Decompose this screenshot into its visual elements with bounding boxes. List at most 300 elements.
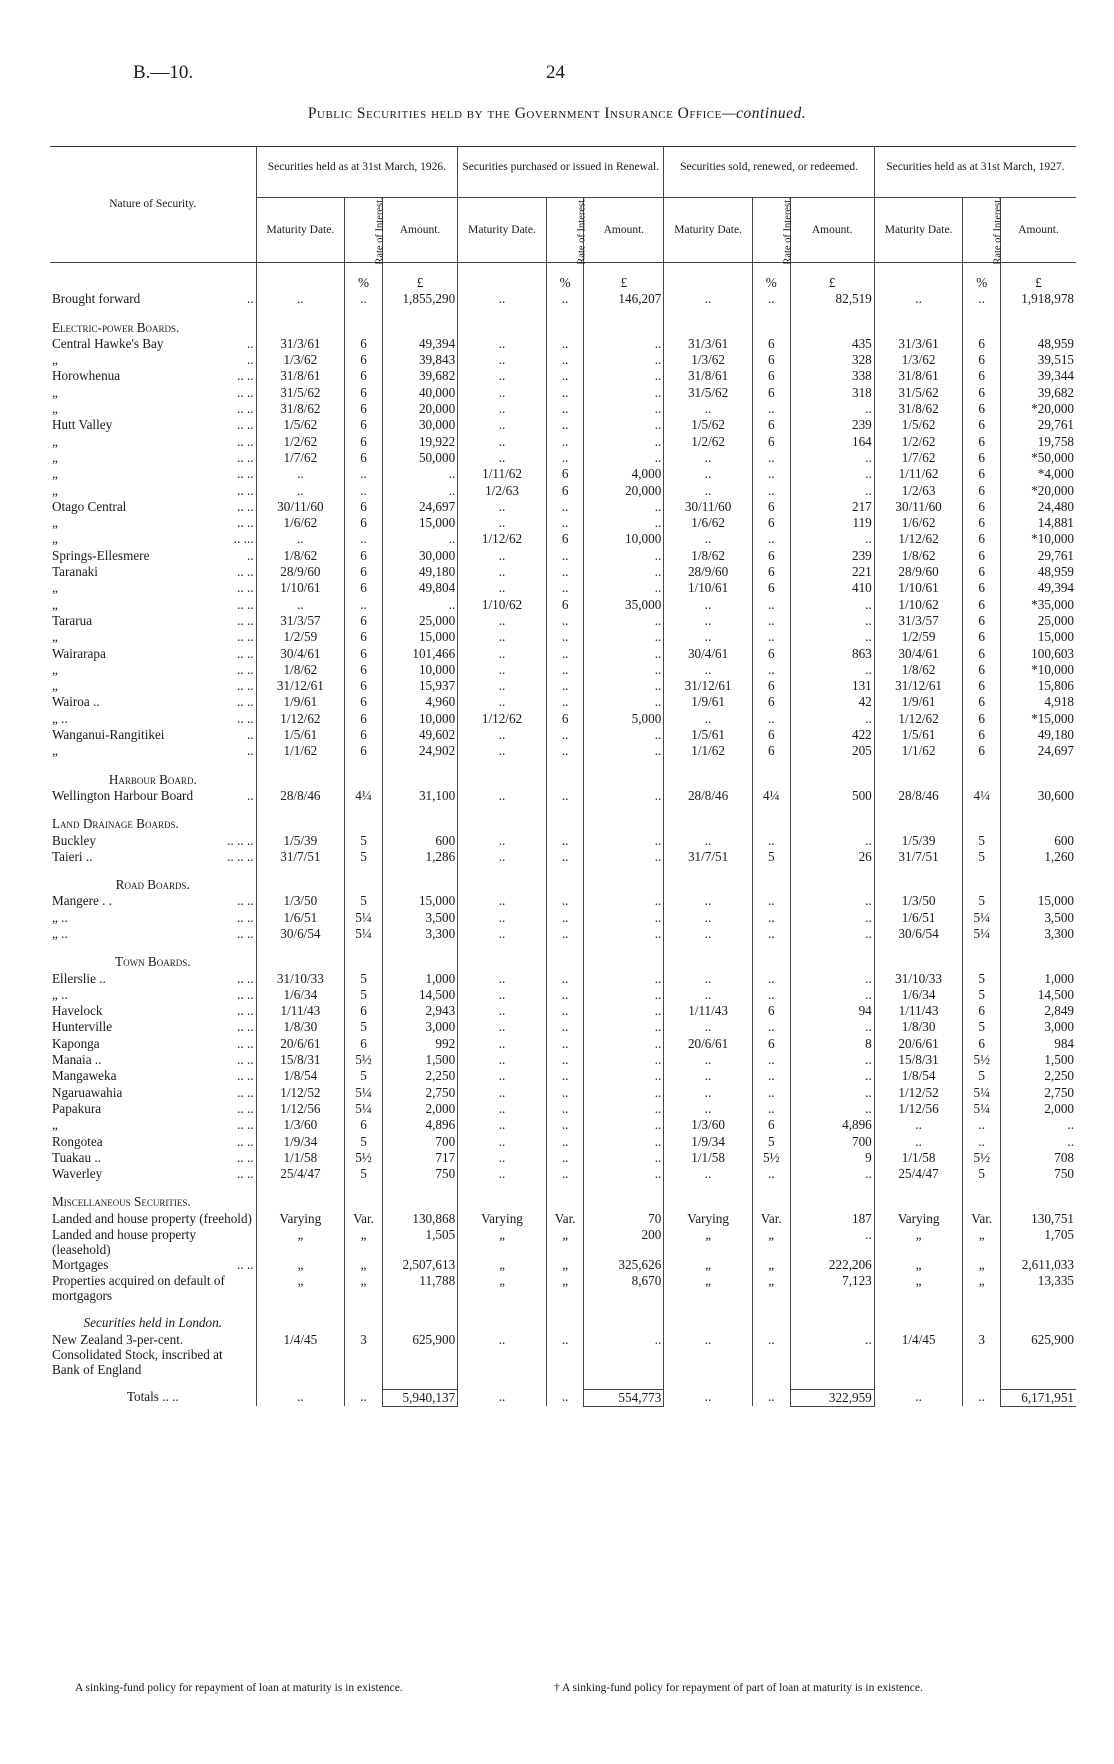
rate-cell: 5¼ — [345, 910, 383, 926]
rate-cell: .. — [546, 613, 584, 629]
leader-dots: .. .. — [237, 1003, 254, 1019]
amount-cell: 49,394 — [382, 336, 457, 352]
rate-cell: 3 — [345, 1332, 383, 1377]
amount-cell: .. — [584, 694, 664, 710]
section-heading: Harbour Board. — [108, 771, 197, 787]
security-label: Rongotea — [52, 1133, 103, 1149]
amount-cell: .. — [584, 1332, 664, 1377]
rate-cell: 6 — [963, 629, 1001, 645]
rate-cell: 5 — [963, 987, 1001, 1003]
amount-cell: 1,500 — [1001, 1052, 1076, 1068]
section-heading: Town Boards. — [115, 954, 191, 970]
leader-dots: .. — [246, 547, 254, 563]
maturity-cell: 30/6/54 — [256, 926, 345, 942]
empty-cell — [256, 772, 345, 788]
rate-cell: .. — [546, 629, 584, 645]
spacer-cell — [584, 865, 664, 877]
maturity-cell: 30/4/61 — [256, 646, 345, 662]
amount-cell: .. — [790, 910, 874, 926]
empty-cell — [458, 772, 547, 788]
empty-cell — [790, 320, 874, 336]
rate-cell: 6 — [963, 450, 1001, 466]
security-label: „ .. — [52, 909, 68, 925]
maturity-cell: 31/12/61 — [874, 678, 963, 694]
maturity-cell: 1/1/62 — [874, 743, 963, 759]
amount-cell: .. — [790, 483, 874, 499]
rate-cell: 5 — [345, 1068, 383, 1084]
maturity-cell: .. — [874, 1389, 963, 1406]
spacer-cell — [874, 308, 963, 320]
maturity-cell: 1/5/62 — [256, 417, 345, 433]
leader-dots: .. .. — [237, 515, 254, 531]
maturity-cell: .. — [458, 1166, 547, 1182]
table-row — [50, 368, 1076, 384]
maturity-cell: 30/6/54 — [874, 926, 963, 942]
maturity-cell: 1/8/30 — [874, 1019, 963, 1035]
amount-cell: .. — [584, 613, 664, 629]
rate-cell: .. — [546, 1117, 584, 1133]
table-row — [50, 1182, 1076, 1194]
spacer-cell — [664, 760, 753, 772]
rate-cell: 5 — [963, 971, 1001, 987]
amount-cell: 24,902 — [382, 743, 457, 759]
spacer-cell — [664, 308, 753, 320]
spacer-cell — [584, 1182, 664, 1194]
maturity-cell: 1/1/62 — [664, 743, 753, 759]
security-name — [50, 1117, 256, 1133]
amount-cell: 2,943 — [382, 1003, 457, 1019]
table-row — [50, 1019, 1076, 1035]
maturity-cell: .. — [458, 1101, 547, 1117]
maturity-cell: .. — [664, 450, 753, 466]
empty-cell — [345, 954, 383, 970]
amount-cell: 15,937 — [382, 678, 457, 694]
empty-cell — [584, 954, 664, 970]
maturity-cell: .. — [664, 1166, 753, 1182]
empty-cell — [382, 1315, 457, 1331]
rate-cell: .. — [546, 678, 584, 694]
rate-cell: 5 — [963, 849, 1001, 865]
spacer-cell — [546, 804, 584, 816]
maturity-cell: „ — [458, 1257, 547, 1273]
maturity-cell: 1/12/52 — [874, 1085, 963, 1101]
rate-cell: 6 — [345, 1003, 383, 1019]
maturity-cell: .. — [664, 613, 753, 629]
leader-dots: .. .. — [237, 986, 254, 1002]
amount-cell: 49,180 — [1001, 727, 1076, 743]
maturity-cell: 30/11/60 — [256, 499, 345, 515]
maturity-cell: „ — [874, 1273, 963, 1303]
maturity-cell: Varying — [664, 1211, 753, 1227]
spacer-cell — [1001, 1182, 1076, 1194]
security-label: Landed and house property (leasehold) — [52, 1227, 196, 1258]
amount-cell: 750 — [382, 1166, 457, 1182]
amount-cell: .. — [1001, 1117, 1076, 1133]
rate-cell: Var. — [345, 1211, 383, 1227]
maturity-cell: .. — [664, 971, 753, 987]
amount-cell: .. — [790, 597, 874, 613]
rate-cell: 6 — [963, 499, 1001, 515]
rate-cell: 6 — [963, 466, 1001, 482]
table-row — [50, 678, 1076, 694]
maturity-cell: „ — [458, 1273, 547, 1303]
rate-cell: „ — [752, 1257, 790, 1273]
leader-dots: .. — [246, 727, 254, 743]
security-label: „ — [52, 1117, 58, 1133]
security-label: Hunterville — [52, 1019, 113, 1035]
amount-cell: .. — [584, 971, 664, 987]
maturity-cell: „ — [458, 1227, 547, 1257]
securities-table — [50, 146, 1076, 1407]
amount-cell: 19,922 — [382, 434, 457, 450]
table-row — [50, 987, 1076, 1003]
amount-cell: 10,000 — [382, 711, 457, 727]
amount-cell: .. — [790, 926, 874, 942]
amount-cell: 49,602 — [382, 727, 457, 743]
rate-cell: 6 — [963, 1036, 1001, 1052]
rate-cell: 6 — [963, 613, 1001, 629]
maturity-cell: 31/10/33 — [874, 971, 963, 987]
spacer-cell — [790, 865, 874, 877]
leader-dots: .. .. — [237, 909, 254, 925]
amount-cell: 31,100 — [382, 788, 457, 804]
rate-cell: .. — [963, 1134, 1001, 1150]
leader-dots: .. .. — [237, 1068, 254, 1084]
rate-cell: .. — [546, 987, 584, 1003]
amount-cell: 600 — [382, 833, 457, 849]
amount-cell: 19,758 — [1001, 434, 1076, 450]
spacer-cell — [345, 760, 383, 772]
amount-cell: .. — [790, 971, 874, 987]
security-name — [50, 1101, 256, 1117]
spacer-cell — [50, 804, 256, 816]
spacer-cell — [963, 804, 1001, 816]
amount-cell: 164 — [790, 434, 874, 450]
rate-cell: 6 — [963, 743, 1001, 759]
security-label: Wanganui-Rangitikei — [52, 727, 165, 743]
security-label: Properties acquired on default of mortgagors — [52, 1273, 225, 1304]
amount-cell: 15,806 — [1001, 678, 1076, 694]
rate-cell: Var. — [752, 1211, 790, 1227]
amount-cell: .. — [584, 515, 664, 531]
security-name — [50, 499, 256, 515]
rate-cell: .. — [752, 971, 790, 987]
rate-cell: „ — [963, 1273, 1001, 1303]
maturity-cell: 31/3/57 — [256, 613, 345, 629]
amount-cell: 49,804 — [382, 580, 457, 596]
rate-cell: „ — [546, 1273, 584, 1303]
rate-cell: .. — [345, 466, 383, 482]
spacer-cell — [256, 1182, 345, 1194]
empty-cell — [963, 877, 1001, 893]
amount-cell: 48,959 — [1001, 564, 1076, 580]
amount-cell: 4,960 — [382, 694, 457, 710]
maturity-cell: .. — [458, 434, 547, 450]
rate-cell: „ — [963, 1257, 1001, 1273]
pound-unit: £ — [382, 275, 457, 291]
pct-unit: % — [345, 275, 383, 291]
table-row — [50, 466, 1076, 482]
security-label: Mangere . . — [52, 893, 113, 909]
spacer-cell — [1001, 760, 1076, 772]
amount-cell: 24,697 — [382, 499, 457, 515]
empty-cell — [256, 954, 345, 970]
security-label: „ — [52, 743, 58, 759]
maturity-cell: 1/10/61 — [664, 580, 753, 596]
empty-cell — [752, 320, 790, 336]
amount-cell: .. — [584, 1052, 664, 1068]
amount-cell: 1,000 — [1001, 971, 1076, 987]
empty-cell — [546, 772, 584, 788]
pct-unit: % — [752, 275, 790, 291]
amount-cell: .. — [584, 385, 664, 401]
maturity-cell: 1/8/30 — [256, 1019, 345, 1035]
empty-cell — [874, 1315, 963, 1331]
empty-cell — [345, 772, 383, 788]
spacer-cell — [584, 942, 664, 954]
spacer-cell — [752, 865, 790, 877]
amount-cell: .. — [790, 1019, 874, 1035]
maturity-cell: .. — [458, 336, 547, 352]
maturity-cell: .. — [458, 580, 547, 596]
rate-cell: 5 — [345, 833, 383, 849]
amount-cell: 1,918,978 — [1001, 291, 1076, 307]
rate-cell: 6 — [752, 352, 790, 368]
leader-dots: .. .. — [237, 710, 254, 726]
rate-cell: .. — [752, 910, 790, 926]
amount-cell: .. — [584, 352, 664, 368]
amount-cell: 410 — [790, 580, 874, 596]
section-heading: Securities held in London. — [83, 1315, 223, 1331]
spacer-cell — [382, 942, 457, 954]
amount-cell: 1,500 — [382, 1052, 457, 1068]
amount-cell: 15,000 — [1001, 893, 1076, 909]
page-title — [0, 105, 1114, 123]
table-row — [50, 275, 1076, 291]
maturity-cell: .. — [664, 1019, 753, 1035]
rate-cell: 6 — [546, 711, 584, 727]
title-main: Public Securities held by the Government Insurance Office — [307, 105, 722, 122]
rate-cell: 5½ — [963, 1150, 1001, 1166]
spacer-cell — [963, 865, 1001, 877]
security-name — [50, 336, 256, 352]
spacer-cell — [752, 1377, 790, 1390]
maturity-cell: .. — [458, 910, 547, 926]
maturity-cell: 1/1/62 — [256, 743, 345, 759]
security-name — [50, 580, 256, 596]
security-label: Mortgages — [52, 1257, 109, 1273]
footnote-star: A sinking-fund policy for repayment of loan at maturity is in existence. — [75, 1682, 403, 1694]
amount-cell: 863 — [790, 646, 874, 662]
amount-cell: 39,344 — [1001, 368, 1076, 384]
rate-cell: 5 — [752, 849, 790, 865]
maturity-cell: .. — [874, 1117, 963, 1133]
spacer-cell — [458, 760, 547, 772]
maturity-cell: 1/11/43 — [664, 1003, 753, 1019]
table-row — [50, 1194, 1076, 1210]
rate-cell: 6 — [752, 678, 790, 694]
amount-cell: 205 — [790, 743, 874, 759]
amount-cell: 24,480 — [1001, 499, 1076, 515]
amount-cell: 15,000 — [382, 893, 457, 909]
spacer-cell — [256, 308, 345, 320]
spacer-cell — [584, 804, 664, 816]
maturity-cell: „ — [664, 1257, 753, 1273]
rate-cell: .. — [963, 1389, 1001, 1406]
maturity-cell: .. — [664, 401, 753, 417]
units-cell — [664, 275, 753, 291]
amount-cell: 30,000 — [382, 548, 457, 564]
amount-cell: 187 — [790, 1211, 874, 1227]
units-cell — [458, 275, 547, 291]
amount-cell: 1,000 — [382, 971, 457, 987]
rate-cell: 5 — [752, 1134, 790, 1150]
maturity-cell: 31/7/51 — [664, 849, 753, 865]
rate-cell: 6 — [963, 597, 1001, 613]
spacer-cell — [664, 942, 753, 954]
maturity-cell: „ — [664, 1273, 753, 1303]
maturity-cell: .. — [256, 597, 345, 613]
leader-dots: .. .. — [237, 401, 254, 417]
spacer-cell — [50, 308, 256, 320]
rate-cell: .. — [345, 1389, 383, 1406]
amount-header: Amount. — [584, 198, 664, 263]
maturity-cell: 31/3/61 — [874, 336, 963, 352]
maturity-cell: .. — [458, 548, 547, 564]
spacer-cell — [664, 1303, 753, 1315]
amount-cell: *20,000 — [1001, 401, 1076, 417]
spacer-cell — [256, 865, 345, 877]
spacer-cell — [874, 1182, 963, 1194]
rate-cell: 6 — [345, 629, 383, 645]
amount-cell: .. — [584, 926, 664, 942]
leader-dots: .. .. — [237, 645, 254, 661]
maturity-cell: Varying — [256, 1211, 345, 1227]
spacer-cell — [874, 263, 963, 276]
rate-cell: 6 — [546, 483, 584, 499]
security-label: Ellerslie .. — [52, 970, 106, 986]
security-label: Central Hawke's Bay — [52, 335, 164, 351]
amount-cell: .. — [584, 727, 664, 743]
table-row — [50, 291, 1076, 307]
rate-cell: 6 — [345, 385, 383, 401]
spacer-cell — [790, 1303, 874, 1315]
amount-cell: 700 — [790, 1134, 874, 1150]
security-name — [50, 1019, 256, 1035]
rate-cell: 5¼ — [345, 926, 383, 942]
table-row — [50, 1085, 1076, 1101]
rate-cell: 5 — [963, 1068, 1001, 1084]
leader-dots: .. .. — [237, 678, 254, 694]
table-row — [50, 629, 1076, 645]
empty-cell — [963, 816, 1001, 832]
empty-cell — [664, 1315, 753, 1331]
spacer-cell — [790, 1182, 874, 1194]
amount-cell: 39,515 — [1001, 352, 1076, 368]
empty-cell — [1001, 1194, 1076, 1210]
spacer-cell — [752, 1182, 790, 1194]
table-row — [50, 760, 1076, 772]
empty-cell — [546, 1194, 584, 1210]
rate-cell: 3 — [963, 1332, 1001, 1377]
rate-cell: 6 — [963, 678, 1001, 694]
empty-cell — [664, 1194, 753, 1210]
amount-cell: 328 — [790, 352, 874, 368]
maturity-cell: „ — [256, 1227, 345, 1257]
rate-cell: .. — [546, 352, 584, 368]
maturity-cell: 1/11/43 — [874, 1003, 963, 1019]
rate-cell: 5 — [345, 971, 383, 987]
maturity-cell: .. — [458, 833, 547, 849]
amount-cell: .. — [584, 548, 664, 564]
amount-cell: .. — [584, 1166, 664, 1182]
empty-cell — [874, 772, 963, 788]
maturity-cell: .. — [256, 483, 345, 499]
table-row — [50, 564, 1076, 580]
maturity-cell: 30/4/61 — [664, 646, 753, 662]
leader-dots: .. .. — [237, 1052, 254, 1068]
security-name — [50, 910, 256, 926]
empty-cell — [790, 1315, 874, 1331]
rate-cell: 6 — [345, 1036, 383, 1052]
maturity-cell: 1/6/51 — [874, 910, 963, 926]
security-label: Otago Central — [52, 498, 127, 514]
report-reference: B.—10. — [133, 62, 194, 83]
amount-cell: 338 — [790, 368, 874, 384]
rate-cell: .. — [546, 743, 584, 759]
amount-cell: 2,750 — [382, 1085, 457, 1101]
security-name — [50, 368, 256, 384]
amount-cell: 100,603 — [1001, 646, 1076, 662]
rate-cell: 5 — [345, 1019, 383, 1035]
empty-cell — [874, 320, 963, 336]
rate-cell: .. — [546, 910, 584, 926]
spacer-cell — [790, 1377, 874, 1390]
table-row — [50, 548, 1076, 564]
maturity-cell: .. — [458, 1019, 547, 1035]
maturity-cell: 31/12/61 — [256, 678, 345, 694]
empty-cell — [752, 1315, 790, 1331]
empty-cell — [458, 816, 547, 832]
security-name — [50, 629, 256, 645]
amount-cell: .. — [584, 678, 664, 694]
rate-cell: 5½ — [345, 1052, 383, 1068]
security-label: Kaponga — [52, 1035, 100, 1051]
table-row — [50, 597, 1076, 613]
maturity-cell: 1/3/62 — [874, 352, 963, 368]
rate-cell: 6 — [752, 434, 790, 450]
maturity-cell: 1/2/62 — [874, 434, 963, 450]
maturity-cell: .. — [458, 1389, 547, 1406]
amount-cell: 3,000 — [382, 1019, 457, 1035]
table-row — [50, 694, 1076, 710]
rate-cell: .. — [546, 434, 584, 450]
maturity-cell: .. — [664, 926, 753, 942]
amount-cell: .. — [790, 987, 874, 1003]
maturity-cell: 20/6/61 — [874, 1036, 963, 1052]
maturity-cell: 1/11/43 — [256, 1003, 345, 1019]
amount-cell: 8,670 — [584, 1273, 664, 1303]
amount-cell: .. — [584, 1101, 664, 1117]
amount-cell: 48,959 — [1001, 336, 1076, 352]
table-row — [50, 743, 1076, 759]
maturity-cell: 1/8/62 — [256, 548, 345, 564]
amount-cell: 35,000 — [584, 597, 664, 613]
section-heading: Land Drainage Boards. — [52, 816, 179, 832]
security-label: Papakura — [52, 1100, 102, 1116]
amount-cell: 435 — [790, 336, 874, 352]
security-label: „ .. — [52, 710, 68, 726]
